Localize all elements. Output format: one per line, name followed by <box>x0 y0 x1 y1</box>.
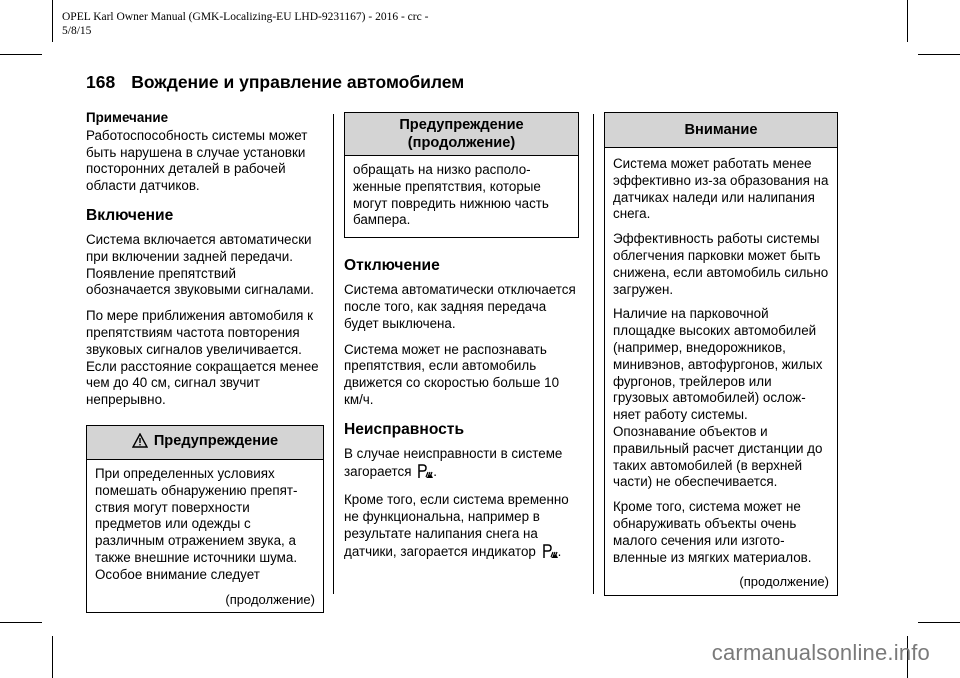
page-title <box>86 72 464 93</box>
column-divider <box>333 114 334 594</box>
column-3 <box>604 112 838 596</box>
caution-header: Внимание <box>605 113 837 148</box>
caution-text: Система может работать менее эффективно из-за образования на датчиках наледи или налипания снега. <box>613 156 829 222</box>
indicator-text: Кроме того, если система временно не функциональна, например в результате налипания снега на датчики, загорается индикатор <box>344 492 569 559</box>
heading-enable: Включение <box>86 206 174 224</box>
caution-body <box>605 148 837 595</box>
page-number: 168 <box>86 72 116 92</box>
crop-mark <box>918 622 960 623</box>
warning-title: Предупреждение <box>153 432 279 449</box>
parking-assist-icon <box>417 463 433 484</box>
paragraph: Кроме того, если система временно не функциональна, например в результате налипания снега на датчики, загорается индикатор . <box>344 492 579 563</box>
section-title: Вождение и управление автомобилем <box>131 72 465 92</box>
warning-continued-body <box>345 156 578 237</box>
crop-mark <box>918 54 960 55</box>
header-line-2: 5/8/15 <box>62 25 92 37</box>
note-title: Примечание <box>86 110 169 125</box>
watermark: carmanualsonline.info <box>711 640 930 665</box>
caution-text: Эффективность работы системы облегчения парковки может быть снижена, если автомобиль сильно загружен. <box>613 231 829 297</box>
heading-disable: Отключение <box>344 257 440 275</box>
crop-mark <box>0 622 42 623</box>
parking-assist-icon <box>542 543 558 564</box>
continued-label: (продолжение) <box>225 591 315 607</box>
paragraph: Система автоматически отключается после того, как задняя передача будет выключена. <box>344 282 576 331</box>
heading-malfunction: Неисправность <box>344 420 465 438</box>
paragraph: Система может не распознавать препятствия, если автомобиль движется со скоростью больше 10 км/ч. <box>344 341 560 407</box>
crop-mark <box>907 0 908 42</box>
warning-continued-box <box>344 112 579 238</box>
header-line-1: OPEL Karl Owner Manual (GMK-Localizing-EU LHD-9231167) - 2016 - crc - <box>62 11 429 23</box>
column-divider <box>593 114 594 594</box>
crop-mark <box>52 636 53 678</box>
paragraph: Система включается автоматически при включении задней передачи. Появление препятствий обозначается звуковыми сигналами. <box>86 231 314 298</box>
column-1 <box>86 110 324 613</box>
malfunction-text: В случае неисправности в системе загорается <box>344 445 563 479</box>
caution-box <box>604 112 838 596</box>
crop-mark <box>0 54 42 55</box>
crop-mark <box>52 0 53 42</box>
warning-body <box>87 460 323 612</box>
warning-triangle-icon <box>132 433 148 453</box>
column-2 <box>344 112 579 573</box>
continued-label: (продолжение) <box>739 574 829 590</box>
paragraph: По мере приближения автомобиля к препятствиям частота повторения звуковых сигналов увеличивается. Если расстояние сокращается менее чем до 40 см, сигнал звучит непрерывно. <box>86 308 319 408</box>
warning-continued-header: Предупреждение (продолжение) <box>345 113 578 156</box>
warning-header <box>87 426 323 460</box>
warning-text: При определенных условиях помешать обнаружению препятствия могут поверхности предметов или одежды с различным отражением звука, а также внешние источники шума. Особое внимание следует <box>95 465 298 582</box>
warning-box <box>86 425 324 613</box>
caution-text: Кроме того, система может не обнаруживать объекты очень малого сечения или изготовленные из мягких материалов. <box>613 499 812 565</box>
caution-text: Наличие на парковочной площадке высоких автомобилей (например, внедорожников, минивэнов, автофургонов, жилых фургонов, трейлеров или грузовых автомобилей) осложняет работу системы. Опознавание объектов и правильный расчет дистанции до таких автомобилей (в верхней части) не обеспечивается. <box>613 306 823 490</box>
note-text: Работоспособность системы может быть нарушена в случае установки посторонних деталей в рабочей области датчиков. <box>86 127 308 194</box>
warning-continued-text: обращать на низко расположенные препятствия, которые могут повредить нижнюю часть бампера. <box>353 162 549 228</box>
paragraph: В случае неисправности в системе загорается . <box>344 446 579 484</box>
document-header <box>62 10 428 38</box>
